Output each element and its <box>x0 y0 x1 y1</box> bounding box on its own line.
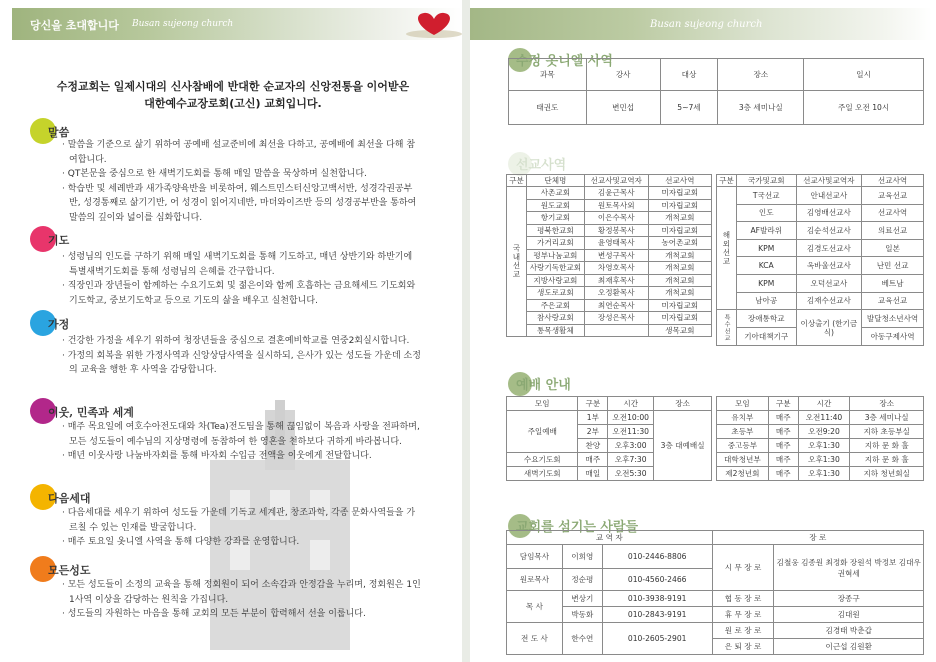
table-cell: 베트남 <box>862 274 924 292</box>
group-cell: 특수선교 <box>717 310 737 346</box>
table-cell: 3층 세미나실 <box>850 411 924 425</box>
table-cell: 변성구목사 <box>584 249 648 262</box>
table-cell: 오후3:00 <box>608 439 654 453</box>
table-cell: KPM <box>736 274 796 292</box>
table-cell: 초등부 <box>717 425 769 439</box>
bullet-item: · 가정의 회복을 위한 가정사역과 신앙상담사역을 실시하되, 은사가 있는 성도들 가운데 소정의 교육을 행한 후 사역을 감당합니다. <box>62 350 421 375</box>
table-cell: 아동구제사역 <box>862 328 924 346</box>
table-cell: 박동화 <box>562 607 602 623</box>
worship-table-main <box>506 396 712 481</box>
header-cell: 구분 <box>578 397 608 411</box>
table-cell: 최연순목사 <box>584 299 648 312</box>
bullet-item: · 학습반 및 세례반과 새가족양육반을 비롯하여, 웨스트민스터신앙고백서반, 성경각권공부반, 성경통째로 삶기기반, 어 성경이 읽어지네반, 마더와이즈반 등의 성경공부반을 통하여 말씀의 깊이와 넓이를 심화합니다. <box>62 183 417 223</box>
intro-line: 수정교회는 일제시대의 신사참배에 반대한 순교자의 신앙전통을 이어받은 <box>56 80 410 93</box>
intro-text <box>48 78 418 112</box>
table-row <box>507 212 712 225</box>
table-cell: 가거리교회 <box>526 237 584 250</box>
header-cell: 국가및교회 <box>736 175 796 187</box>
table-cell: 매주 <box>578 453 608 467</box>
table-row <box>507 237 712 250</box>
header-cell: 장소 <box>850 397 924 411</box>
table-cell: KPM <box>736 239 796 257</box>
table-cell: 주은교회 <box>526 299 584 312</box>
table-header-row <box>507 175 712 187</box>
header-cell: 강사 <box>586 59 660 91</box>
table-cell: 오정환목사 <box>584 287 648 300</box>
header-cell: 교 역 자 <box>507 531 713 545</box>
table-cell <box>584 324 648 337</box>
table-cell: 3층 세미나실 <box>718 91 804 125</box>
header-cell: 구분 <box>768 397 798 411</box>
table-cell: 010-2446-8806 <box>602 545 712 569</box>
header-cell: 장소 <box>718 59 804 91</box>
header-cell: 구분 <box>507 175 527 187</box>
table-row <box>507 249 712 262</box>
table-cell: 태권도 <box>509 91 587 125</box>
table-cell: 협 동 장 로 <box>712 591 774 607</box>
table-cell: 010-4560-2466 <box>602 569 712 591</box>
table-cell: 김경도선교사 <box>796 239 862 257</box>
bullet-item: · 다음세대를 세우기 위하여 성도들 가운데 기독교 세계관, 창조과학, 각종 문화사역들을 가르칠 수 있는 인재를 발굴합니다. <box>62 508 416 533</box>
table-row <box>507 224 712 237</box>
section-bullets-all-members <box>62 578 422 622</box>
table-cell: AF발라위 <box>736 222 796 240</box>
section-bullets-prayer <box>62 250 422 308</box>
intro-line: 대한예수교장로회(고신) 교회입니다. <box>144 97 322 110</box>
table-cell: 김재수선교사 <box>796 292 862 310</box>
table-cell: 선교사역 <box>862 204 924 222</box>
header-cell: 시간 <box>608 397 654 411</box>
bullet-item: · 직장인과 장년들이 함께하는 수요기도회 및 젊은이와 함께 호흡하는 금요해세드 기도회와 기도학교, 중보기도학교 등으로 기도의 삶을 배우고 실천합니다. <box>62 281 416 306</box>
table-cell: 장성은목사 <box>584 312 648 325</box>
table-cell: 지하 문 화 홀 <box>850 439 924 453</box>
header-cell: 구분 <box>717 175 737 187</box>
table-row <box>507 199 712 212</box>
bullet-item: · 모든 성도들이 소정의 교육을 통해 정회원이 되어 소속감과 안정감을 누리며, 정회원은 1인 1사역 이상을 감당하는 원칙을 가집니다. <box>62 580 421 605</box>
table-cell: KCA <box>736 257 796 275</box>
left-banner <box>12 8 462 40</box>
table-cell: 원토목사외 <box>584 199 648 212</box>
table-cell: 매주 <box>768 425 798 439</box>
section-title: 모든성도 <box>48 564 91 577</box>
table-cell: 수요기도회 <box>507 453 578 467</box>
table-cell: 차영호목사 <box>584 262 648 275</box>
table-row <box>717 274 924 292</box>
header-cell: 모임 <box>507 397 578 411</box>
table-cell: 난민 선교 <box>862 257 924 275</box>
group-cell: 해외선교 <box>717 187 737 310</box>
table-cell: 황정봉목사 <box>584 224 648 237</box>
header-cell: 일시 <box>804 59 924 91</box>
table-cell: 농어촌교회 <box>648 237 711 250</box>
table-row <box>509 91 924 125</box>
table-row <box>507 324 712 337</box>
table-cell: 미자립교회 <box>648 187 711 200</box>
header-cell: 장 로 <box>712 531 923 545</box>
table-cell: 윤영태목사 <box>584 237 648 250</box>
table-cell: 개척교회 <box>648 262 711 275</box>
table-cell: 오전10:00 <box>608 411 654 425</box>
table-cell: 010-3938-9191 <box>602 591 712 607</box>
table-cell: 은 퇴 장 로 <box>712 639 774 655</box>
table-cell: 개척교회 <box>648 287 711 300</box>
table-cell: 참사랑교회 <box>526 312 584 325</box>
table-row <box>507 287 712 300</box>
table-cell: 지하 문 화 홀 <box>850 453 924 467</box>
table-cell: 교육선교 <box>862 187 924 205</box>
table-cell: 매주 <box>768 453 798 467</box>
table-cell: 김윤근목사 <box>584 187 648 200</box>
table-cell: 담임목사 <box>507 545 563 569</box>
bullet-item: · 성도들의 자원하는 마음을 통해 교회의 모든 부분이 합력해서 선을 이룹니다. <box>62 609 366 619</box>
table-cell: 지하 청년회실 <box>850 467 924 481</box>
bullet-item: · 성령님의 인도를 구하기 위해 매일 새벽기도회를 통해 기도하고, 매년 상반기와 하반기에 특별새벽기도회를 통해 성령님의 은혜를 간구합니다. <box>62 252 413 277</box>
table-row <box>507 545 924 569</box>
table-cell: 오전9:20 <box>798 425 850 439</box>
table-cell: 변민섭 <box>586 91 660 125</box>
table-cell: 시 무 장 로 <box>712 545 774 591</box>
table-header-row <box>509 59 924 91</box>
table-row <box>507 312 712 325</box>
overseas-mission-table <box>716 174 924 346</box>
table-cell: 개척교회 <box>648 212 711 225</box>
table-cell: 매주 <box>768 411 798 425</box>
table-cell: 지방사랑교회 <box>526 274 584 287</box>
table-cell: 이은수목사 <box>584 212 648 225</box>
table-row <box>507 299 712 312</box>
table-cell: 의료선교 <box>862 222 924 240</box>
table-row <box>717 411 924 425</box>
banner-script: Busan sujeong church <box>650 19 763 30</box>
table-row <box>717 425 924 439</box>
table-cell: 한수연 <box>562 623 602 655</box>
worship-table-departments <box>716 396 924 481</box>
table-row <box>717 292 924 310</box>
table-cell: 미자립교회 <box>648 199 711 212</box>
header-cell: 대상 <box>660 59 718 91</box>
header-cell: 시간 <box>798 397 850 411</box>
header-cell: 장소 <box>654 397 712 411</box>
table-cell: 전 도 사 <box>507 623 563 655</box>
table-cell: 개척교회 <box>648 274 711 287</box>
table-cell: 주일예배 <box>507 411 578 453</box>
table-cell: 오전11:30 <box>608 425 654 439</box>
table-cell: 김경태 박춘갑 <box>774 623 924 639</box>
table-cell: 원로목사 <box>507 569 563 591</box>
table-cell: 미자립교회 <box>648 312 711 325</box>
table-cell: 새벽기도회 <box>507 467 578 481</box>
table-cell: 대학청년부 <box>717 453 769 467</box>
bullet-item: · 매년 이웃사랑 나눔바자회를 통해 바자회 수입금 전액을 이웃에게 전달합니다. <box>62 451 372 461</box>
banner-title: 당신을 초대합니다 <box>30 19 119 32</box>
table-cell: 항기교회 <box>526 212 584 225</box>
table-cell: 010-2605-2901 <box>602 623 712 655</box>
bullet-item: · 말씀을 기준으로 삶기 위하여 공예배 설교준비에 최선을 다하고, 공예배에 최선을 다해 참여합니다. <box>62 140 416 165</box>
header-cell: 단체명 <box>526 175 584 187</box>
table-header-row <box>717 397 924 411</box>
header-cell: 선교사및교역자 <box>584 175 648 187</box>
table-cell: 휴 무 장 로 <box>712 607 774 623</box>
table-cell: T국선교 <box>736 187 796 205</box>
section-title: 이웃, 민족과 세계 <box>48 406 134 419</box>
header-cell: 선교사역 <box>648 175 711 187</box>
table-cell: 매일 <box>578 467 608 481</box>
domestic-mission-table <box>506 174 712 337</box>
section-title: 말씀 <box>48 126 70 139</box>
banner-script: Busan sujeong church <box>132 19 234 29</box>
header-cell: 선교사역 <box>862 175 924 187</box>
table-cell: 이상출기 (한기금식) <box>796 310 862 346</box>
section-bullets-neighbors <box>62 420 422 464</box>
section-title: 기도 <box>48 234 70 247</box>
header-cell: 모임 <box>717 397 769 411</box>
table-cell: 오전5:30 <box>608 467 654 481</box>
heading-text: 교회를 섬기는 사람들 <box>516 520 639 535</box>
table-cell: 오전11:40 <box>798 411 850 425</box>
table-row <box>717 239 924 257</box>
table-cell: 남아공 <box>736 292 796 310</box>
table-cell: 오후1:30 <box>798 439 850 453</box>
table-header-row <box>507 531 924 545</box>
table-cell: 제2청년회 <box>717 467 769 481</box>
group-cell: 국내선교 <box>507 187 527 337</box>
table-header-row <box>717 175 924 187</box>
table-row <box>507 607 924 623</box>
header-cell: 선교사및교역자 <box>796 175 862 187</box>
othniel-table <box>508 58 924 125</box>
table-header-row <box>507 397 712 411</box>
bullet-item: · 매주 목요일에 여호수아전도대와 차(Tea)전도팀을 통해 끊임없이 복음과 사랑을 전파하며, 모든 성도들이 예수님의 지상명령에 동참하여 한 영혼을 천하보다 귀하게 바라봅니다. <box>62 422 420 447</box>
table-cell: 인도 <box>736 204 796 222</box>
heading-text: 선교사역 <box>516 158 567 173</box>
table-cell: 통목생활체 <box>526 324 584 337</box>
table-cell: 오후1:30 <box>798 467 850 481</box>
bullet-item: · 건강한 가정을 세우기 위하여 청장년들을 중심으로 결혼예비학교를 연중2회실시합니다. <box>62 336 410 346</box>
heart-icon <box>404 10 462 38</box>
table-cell: 지하 초등부실 <box>850 425 924 439</box>
table-row <box>717 467 924 481</box>
table-cell: 일본 <box>862 239 924 257</box>
bullet-item: · QT본문을 중심으로 한 새벽기도회를 통해 매일 말씀을 묵상하며 실천합니다. <box>62 169 367 179</box>
table-cell: 장종구 <box>774 591 924 607</box>
table-cell: 2부 <box>578 425 608 439</box>
table-cell: 주일 오전 10시 <box>804 91 924 125</box>
table-cell: 안내선교사 <box>796 187 862 205</box>
table-row <box>717 439 924 453</box>
table-cell: 미자립교회 <box>648 224 711 237</box>
table-cell: 김순석선교사 <box>796 222 862 240</box>
heading-text: 예배 안내 <box>516 378 571 393</box>
table-cell: 변상기 <box>562 591 602 607</box>
table-row <box>507 262 712 275</box>
heading-text: 수정 옷니엘 사역 <box>516 54 613 69</box>
table-cell: 옥바울선교사 <box>796 257 862 275</box>
table-cell: 김철웅 김종원 최정화 장원석 박정보 김대우 권혁세 <box>774 545 924 591</box>
table-cell: 생도로교회 <box>526 287 584 300</box>
table-cell: 김대원 <box>774 607 924 623</box>
table-cell: 3층 대예배실 <box>654 411 712 481</box>
table-cell: 오후7:30 <box>608 453 654 467</box>
table-cell: 사촌교회 <box>526 187 584 200</box>
left-page <box>0 0 462 662</box>
table-cell: 오덕선교사 <box>796 274 862 292</box>
section-bullets-next-generation <box>62 506 422 550</box>
table-cell: 원 로 장 로 <box>712 623 774 639</box>
bullet-item: · 매주 토요일 옷니엘 사역을 통해 다양한 강좌를 운영합니다. <box>62 537 300 547</box>
table-cell: 사랑기독한교회 <box>526 262 584 275</box>
table-row <box>507 187 712 200</box>
table-row <box>507 274 712 287</box>
table-row <box>507 591 924 607</box>
section-title: 가정 <box>48 318 70 331</box>
table-cell: 생목교회 <box>648 324 711 337</box>
table-row <box>717 187 924 205</box>
table-cell: 평북한교회 <box>526 224 584 237</box>
table-row <box>507 411 712 425</box>
table-cell: 이근섭 김원환 <box>774 639 924 655</box>
table-cell: 이희영 <box>562 545 602 569</box>
table-cell: 원도교회 <box>526 199 584 212</box>
page-gutter <box>462 0 470 662</box>
table-row <box>717 222 924 240</box>
table-cell: 유치부 <box>717 411 769 425</box>
table-cell: 김영배선교사 <box>796 204 862 222</box>
section-bullets-family <box>62 334 422 378</box>
staff-table <box>506 530 924 655</box>
table-cell: 5~7세 <box>660 91 718 125</box>
table-row <box>717 453 924 467</box>
table-row <box>717 310 924 328</box>
table-cell: 최재후목사 <box>584 274 648 287</box>
table-cell: 목 사 <box>507 591 563 623</box>
section-title: 다음세대 <box>48 492 91 505</box>
right-banner <box>470 8 932 40</box>
table-cell: 매주 <box>768 467 798 481</box>
table-cell: 미자립교회 <box>648 299 711 312</box>
table-row <box>717 257 924 275</box>
table-cell: 중고등부 <box>717 439 769 453</box>
table-cell: 010-2843-9191 <box>602 607 712 623</box>
table-cell: 오후1:30 <box>798 453 850 467</box>
table-cell: 기아대책기구 <box>736 328 796 346</box>
table-cell: 발달청소년사역 <box>862 310 924 328</box>
table-cell: 매주 <box>768 439 798 453</box>
table-cell: 찬양 <box>578 439 608 453</box>
table-row <box>717 204 924 222</box>
header-cell: 과목 <box>509 59 587 91</box>
table-cell: 정순평 <box>562 569 602 591</box>
table-row <box>507 623 924 639</box>
table-cell: 교육선교 <box>862 292 924 310</box>
table-cell: 1부 <box>578 411 608 425</box>
table-cell: 평부나눔교회 <box>526 249 584 262</box>
right-page <box>470 0 936 662</box>
table-cell: 장애통학교 <box>736 310 796 328</box>
section-bullets-word <box>62 138 422 225</box>
table-cell: 개척교회 <box>648 249 711 262</box>
